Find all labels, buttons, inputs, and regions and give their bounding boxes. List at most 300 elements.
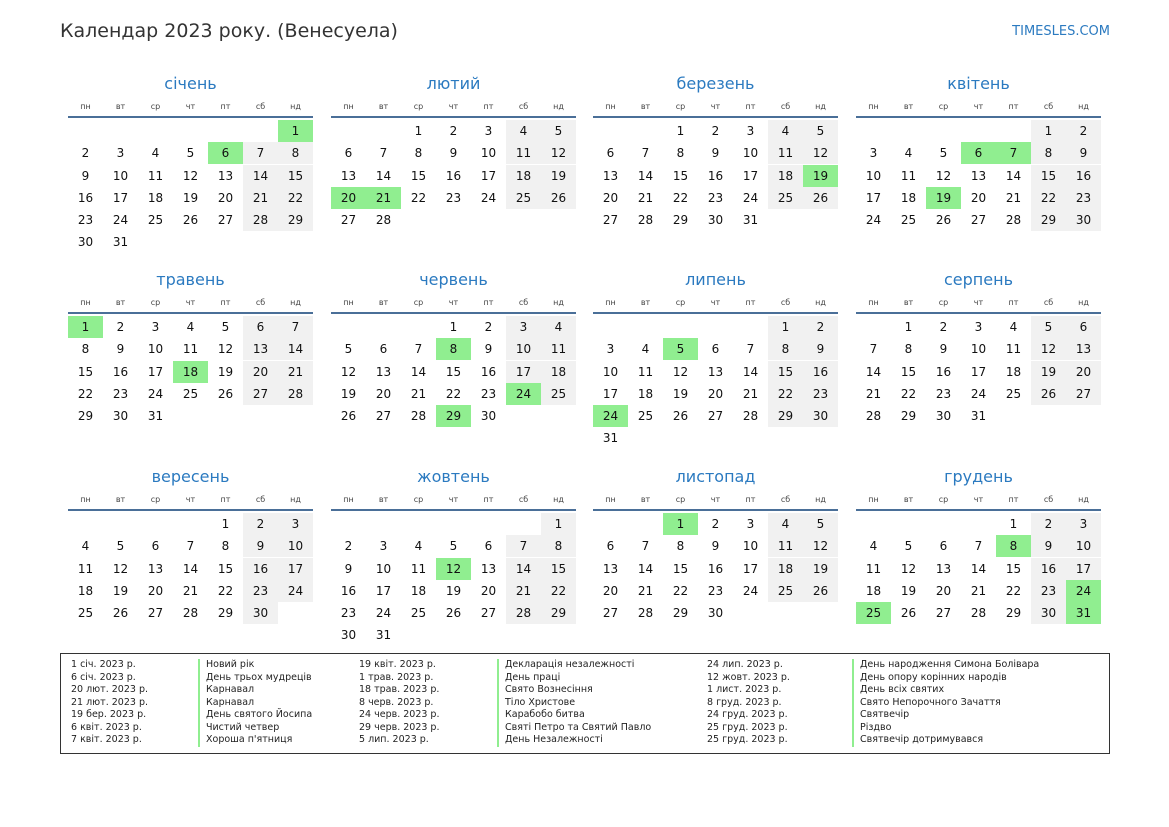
day-cell[interactable]: 3 [151,320,160,334]
day-cell[interactable]: 2 [939,320,948,334]
holiday-day-cell[interactable]: 1 [663,513,698,535]
day-cell[interactable]: 17 [147,364,164,379]
day-cell[interactable]: 5 [541,120,576,142]
day-cell[interactable]: 3 [746,517,755,531]
day-cell[interactable]: 16 [707,561,724,576]
day-cell[interactable]: 24 [147,386,164,401]
day-cell[interactable]: 25 [506,187,541,209]
day-cell[interactable]: 26 [445,606,462,621]
day-cell[interactable]: 2 [116,320,125,334]
day-cell[interactable]: 20 [1066,361,1101,383]
day-cell[interactable]: 22 [900,386,917,401]
day-cell[interactable]: 28 [637,213,654,228]
day-cell[interactable]: 14 [410,364,427,379]
day-cell[interactable]: 25 [77,606,94,621]
day-cell[interactable]: 13 [602,168,619,183]
day-cell[interactable]: 23 [340,606,357,621]
day-cell[interactable]: 16 [803,361,838,383]
day-cell[interactable]: 14 [865,364,882,379]
day-cell[interactable]: 15 [217,561,234,576]
day-cell[interactable]: 5 [1031,316,1066,338]
day-cell[interactable]: 10 [865,168,882,183]
day-cell[interactable]: 8 [414,146,423,161]
day-cell[interactable]: 20 [147,583,164,598]
day-cell[interactable]: 3 [974,320,983,334]
day-cell[interactable]: 10 [506,338,541,360]
day-cell[interactable]: 28 [506,602,541,624]
day-cell[interactable]: 2 [1031,513,1066,535]
day-cell[interactable]: 14 [506,558,541,580]
day-cell[interactable]: 21 [243,187,278,209]
day-cell[interactable]: 6 [379,342,388,357]
day-cell[interactable]: 14 [742,364,759,379]
day-cell[interactable]: 29 [900,409,917,424]
day-cell[interactable]: 7 [974,539,983,554]
day-cell[interactable]: 11 [77,561,94,576]
day-cell[interactable]: 6 [606,539,615,554]
holiday-day-cell[interactable]: 24 [506,383,541,405]
day-cell[interactable]: 23 [112,386,129,401]
day-cell[interactable]: 26 [112,606,129,621]
day-cell[interactable]: 4 [641,342,650,357]
day-cell[interactable]: 3 [746,124,755,138]
day-cell[interactable]: 7 [641,146,650,161]
day-cell[interactable]: 21 [410,386,427,401]
day-cell[interactable]: 30 [1066,209,1101,231]
day-cell[interactable]: 25 [768,580,803,602]
day-cell[interactable]: 2 [711,124,720,138]
day-cell[interactable]: 16 [112,364,129,379]
day-cell[interactable]: 11 [768,535,803,557]
day-cell[interactable]: 1 [768,316,803,338]
day-cell[interactable]: 12 [803,142,838,164]
day-cell[interactable]: 19 [445,583,462,598]
day-cell[interactable]: 19 [182,190,199,205]
day-cell[interactable]: 5 [803,513,838,535]
day-cell[interactable]: 29 [672,213,689,228]
day-cell[interactable]: 23 [243,580,278,602]
day-cell[interactable]: 4 [768,120,803,142]
day-cell[interactable]: 17 [1066,558,1101,580]
day-cell[interactable]: 31 [602,431,619,446]
day-cell[interactable]: 17 [375,583,392,598]
day-cell[interactable]: 1 [221,517,230,531]
day-cell[interactable]: 7 [746,342,755,357]
day-cell[interactable]: 18 [410,583,427,598]
day-cell[interactable]: 12 [935,168,952,183]
day-cell[interactable]: 25 [768,187,803,209]
day-cell[interactable]: 27 [340,213,357,228]
day-cell[interactable]: 29 [77,409,94,424]
day-cell[interactable]: 10 [375,561,392,576]
day-cell[interactable]: 10 [970,342,987,357]
day-cell[interactable]: 19 [672,386,689,401]
day-cell[interactable]: 20 [602,190,619,205]
day-cell[interactable]: 3 [116,146,125,161]
day-cell[interactable]: 17 [742,561,759,576]
day-cell[interactable]: 7 [379,146,388,161]
day-cell[interactable]: 9 [711,539,720,554]
day-cell[interactable]: 8 [81,342,90,357]
day-cell[interactable]: 13 [602,561,619,576]
day-cell[interactable]: 25 [410,606,427,621]
day-cell[interactable]: 22 [541,580,576,602]
day-cell[interactable]: 27 [375,409,392,424]
day-cell[interactable]: 7 [869,342,878,357]
day-cell[interactable]: 23 [707,583,724,598]
day-cell[interactable]: 26 [803,580,838,602]
day-cell[interactable]: 17 [506,361,541,383]
day-cell[interactable]: 20 [375,386,392,401]
day-cell[interactable]: 5 [803,120,838,142]
day-cell[interactable]: 9 [243,535,278,557]
day-cell[interactable]: 2 [81,146,90,161]
day-cell[interactable]: 2 [449,124,458,138]
day-cell[interactable]: 5 [904,539,913,554]
day-cell[interactable]: 10 [1066,535,1101,557]
day-cell[interactable]: 19 [541,165,576,187]
day-cell[interactable]: 24 [480,190,497,205]
day-cell[interactable]: 23 [935,386,952,401]
day-cell[interactable]: 9 [449,146,458,161]
day-cell[interactable]: 28 [637,606,654,621]
day-cell[interactable]: 14 [243,165,278,187]
day-cell[interactable]: 31 [742,213,759,228]
day-cell[interactable]: 15 [900,364,917,379]
holiday-day-cell[interactable]: 7 [996,142,1031,164]
holiday-day-cell[interactable]: 21 [366,187,401,209]
day-cell[interactable]: 6 [243,316,278,338]
day-cell[interactable]: 13 [217,168,234,183]
holiday-day-cell[interactable]: 19 [926,187,961,209]
day-cell[interactable]: 24 [865,213,882,228]
day-cell[interactable]: 31 [375,628,392,643]
day-cell[interactable]: 15 [1031,165,1066,187]
holiday-day-cell[interactable]: 24 [593,405,628,427]
day-cell[interactable]: 14 [375,168,392,183]
day-cell[interactable]: 6 [711,342,720,357]
day-cell[interactable]: 23 [1031,580,1066,602]
day-cell[interactable]: 7 [186,539,195,554]
day-cell[interactable]: 3 [1066,513,1101,535]
day-cell[interactable]: 18 [865,583,882,598]
day-cell[interactable]: 20 [707,386,724,401]
day-cell[interactable]: 16 [243,558,278,580]
day-cell[interactable]: 27 [1066,383,1101,405]
day-cell[interactable]: 10 [602,364,619,379]
day-cell[interactable]: 31 [112,235,129,250]
day-cell[interactable]: 8 [768,338,803,360]
day-cell[interactable]: 18 [77,583,94,598]
day-cell[interactable]: 7 [641,539,650,554]
day-cell[interactable]: 2 [711,517,720,531]
day-cell[interactable]: 12 [541,142,576,164]
holiday-day-cell[interactable]: 24 [1066,580,1101,602]
day-cell[interactable]: 17 [602,386,619,401]
day-cell[interactable]: 11 [637,364,654,379]
day-cell[interactable]: 23 [480,386,497,401]
day-cell[interactable]: 3 [506,316,541,338]
holiday-day-cell[interactable]: 5 [663,338,698,360]
day-cell[interactable]: 24 [742,190,759,205]
holiday-day-cell[interactable]: 29 [436,405,471,427]
day-cell[interactable]: 27 [147,606,164,621]
holiday-day-cell[interactable]: 6 [208,142,243,164]
day-cell[interactable]: 5 [344,342,353,357]
holiday-day-cell[interactable]: 8 [436,338,471,360]
day-cell[interactable]: 21 [865,386,882,401]
day-cell[interactable]: 6 [1066,316,1101,338]
holiday-day-cell[interactable]: 8 [996,535,1031,557]
day-cell[interactable]: 8 [221,539,230,554]
day-cell[interactable]: 21 [182,583,199,598]
day-cell[interactable]: 21 [278,361,313,383]
day-cell[interactable]: 13 [147,561,164,576]
day-cell[interactable]: 17 [742,168,759,183]
day-cell[interactable]: 25 [900,213,917,228]
day-cell[interactable]: 2 [484,320,493,334]
day-cell[interactable]: 19 [1031,361,1066,383]
day-cell[interactable]: 13 [970,168,987,183]
day-cell[interactable]: 10 [742,146,759,161]
day-cell[interactable]: 22 [1031,187,1066,209]
day-cell[interactable]: 11 [865,561,882,576]
day-cell[interactable]: 31 [147,409,164,424]
day-cell[interactable]: 24 [970,386,987,401]
day-cell[interactable]: 28 [278,383,313,405]
day-cell[interactable]: 22 [77,386,94,401]
day-cell[interactable]: 10 [480,146,497,161]
day-cell[interactable]: 13 [935,561,952,576]
day-cell[interactable]: 9 [116,342,125,357]
day-cell[interactable]: 4 [81,539,90,554]
day-cell[interactable]: 21 [1005,190,1022,205]
day-cell[interactable]: 21 [637,583,654,598]
day-cell[interactable]: 8 [278,142,313,164]
day-cell[interactable]: 7 [506,535,541,557]
day-cell[interactable]: 6 [484,539,493,554]
day-cell[interactable]: 4 [869,539,878,554]
day-cell[interactable]: 20 [602,583,619,598]
day-cell[interactable]: 29 [1031,209,1066,231]
day-cell[interactable]: 1 [1009,517,1018,531]
day-cell[interactable]: 2 [243,513,278,535]
day-cell[interactable]: 13 [707,364,724,379]
day-cell[interactable]: 8 [1031,142,1066,164]
day-cell[interactable]: 16 [707,168,724,183]
day-cell[interactable]: 28 [742,409,759,424]
day-cell[interactable]: 27 [935,606,952,621]
day-cell[interactable]: 11 [541,338,576,360]
day-cell[interactable]: 25 [147,213,164,228]
day-cell[interactable]: 28 [243,209,278,231]
holiday-day-cell[interactable]: 20 [331,187,366,209]
day-cell[interactable]: 14 [970,561,987,576]
day-cell[interactable]: 22 [410,190,427,205]
day-cell[interactable]: 8 [541,535,576,557]
day-cell[interactable]: 4 [186,320,195,334]
day-cell[interactable]: 1 [449,320,458,334]
day-cell[interactable]: 26 [803,187,838,209]
day-cell[interactable]: 26 [541,187,576,209]
day-cell[interactable]: 15 [1005,561,1022,576]
day-cell[interactable]: 19 [340,386,357,401]
day-cell[interactable]: 12 [1031,338,1066,360]
day-cell[interactable]: 25 [1005,386,1022,401]
holiday-day-cell[interactable]: 31 [1066,602,1101,624]
day-cell[interactable]: 30 [1031,602,1066,624]
day-cell[interactable]: 18 [147,190,164,205]
day-cell[interactable]: 7 [414,342,423,357]
day-cell[interactable]: 20 [217,190,234,205]
day-cell[interactable]: 5 [939,146,948,161]
day-cell[interactable]: 18 [768,165,803,187]
day-cell[interactable]: 27 [970,213,987,228]
day-cell[interactable]: 4 [506,120,541,142]
day-cell[interactable]: 13 [243,338,278,360]
day-cell[interactable]: 18 [1005,364,1022,379]
day-cell[interactable]: 26 [1031,383,1066,405]
day-cell[interactable]: 22 [445,386,462,401]
day-cell[interactable]: 8 [676,146,685,161]
day-cell[interactable]: 3 [869,146,878,161]
day-cell[interactable]: 20 [243,361,278,383]
day-cell[interactable]: 12 [112,561,129,576]
day-cell[interactable]: 18 [768,558,803,580]
day-cell[interactable]: 16 [445,168,462,183]
day-cell[interactable]: 1 [541,513,576,535]
day-cell[interactable]: 6 [606,146,615,161]
day-cell[interactable]: 9 [939,342,948,357]
day-cell[interactable]: 28 [375,213,392,228]
day-cell[interactable]: 5 [186,146,195,161]
day-cell[interactable]: 29 [541,602,576,624]
day-cell[interactable]: 9 [1066,142,1101,164]
day-cell[interactable]: 17 [480,168,497,183]
day-cell[interactable]: 1 [1031,120,1066,142]
day-cell[interactable]: 4 [414,539,423,554]
day-cell[interactable]: 20 [935,583,952,598]
day-cell[interactable]: 2 [1066,120,1101,142]
day-cell[interactable]: 11 [1005,342,1022,357]
day-cell[interactable]: 18 [541,361,576,383]
day-cell[interactable]: 17 [278,558,313,580]
day-cell[interactable]: 21 [970,583,987,598]
day-cell[interactable]: 7 [243,142,278,164]
day-cell[interactable]: 16 [1031,558,1066,580]
day-cell[interactable]: 30 [707,213,724,228]
holiday-day-cell[interactable]: 1 [68,316,103,338]
day-cell[interactable]: 12 [217,342,234,357]
day-cell[interactable]: 23 [77,213,94,228]
day-cell[interactable]: 27 [217,213,234,228]
day-cell[interactable]: 27 [707,409,724,424]
day-cell[interactable]: 1 [904,320,913,334]
day-cell[interactable]: 4 [1009,320,1018,334]
day-cell[interactable]: 11 [768,142,803,164]
day-cell[interactable]: 24 [112,213,129,228]
day-cell[interactable]: 23 [707,190,724,205]
day-cell[interactable]: 16 [340,583,357,598]
day-cell[interactable]: 26 [340,409,357,424]
day-cell[interactable]: 28 [865,409,882,424]
day-cell[interactable]: 14 [182,561,199,576]
site-link[interactable]: TIMESLES.COM [1012,24,1110,39]
day-cell[interactable]: 22 [217,583,234,598]
day-cell[interactable]: 26 [672,409,689,424]
day-cell[interactable]: 24 [375,606,392,621]
day-cell[interactable]: 19 [217,364,234,379]
day-cell[interactable]: 17 [865,190,882,205]
day-cell[interactable]: 12 [182,168,199,183]
day-cell[interactable]: 21 [742,386,759,401]
day-cell[interactable]: 29 [768,405,803,427]
day-cell[interactable]: 30 [707,606,724,621]
day-cell[interactable]: 23 [803,383,838,405]
day-cell[interactable]: 14 [637,168,654,183]
holiday-day-cell[interactable]: 6 [961,142,996,164]
day-cell[interactable]: 28 [182,606,199,621]
day-cell[interactable]: 22 [672,583,689,598]
day-cell[interactable]: 19 [803,558,838,580]
day-cell[interactable]: 8 [904,342,913,357]
day-cell[interactable]: 9 [711,146,720,161]
day-cell[interactable]: 27 [602,213,619,228]
day-cell[interactable]: 15 [672,168,689,183]
day-cell[interactable]: 30 [77,235,94,250]
day-cell[interactable]: 15 [77,364,94,379]
day-cell[interactable]: 2 [344,539,353,554]
day-cell[interactable]: 15 [410,168,427,183]
day-cell[interactable]: 9 [484,342,493,357]
day-cell[interactable]: 27 [480,606,497,621]
day-cell[interactable]: 26 [900,606,917,621]
day-cell[interactable]: 13 [480,561,497,576]
day-cell[interactable]: 8 [676,539,685,554]
day-cell[interactable]: 5 [449,539,458,554]
day-cell[interactable]: 16 [480,364,497,379]
day-cell[interactable]: 7 [278,316,313,338]
day-cell[interactable]: 11 [410,561,427,576]
day-cell[interactable]: 4 [768,513,803,535]
day-cell[interactable]: 12 [672,364,689,379]
day-cell[interactable]: 30 [243,602,278,624]
day-cell[interactable]: 12 [900,561,917,576]
day-cell[interactable]: 9 [803,338,838,360]
day-cell[interactable]: 16 [77,190,94,205]
day-cell[interactable]: 29 [217,606,234,621]
day-cell[interactable]: 25 [637,409,654,424]
day-cell[interactable]: 15 [278,165,313,187]
day-cell[interactable]: 19 [900,583,917,598]
day-cell[interactable]: 3 [606,342,615,357]
day-cell[interactable]: 23 [1066,187,1101,209]
day-cell[interactable]: 9 [81,168,90,183]
day-cell[interactable]: 15 [672,561,689,576]
day-cell[interactable]: 22 [1005,583,1022,598]
holiday-day-cell[interactable]: 12 [436,558,471,580]
day-cell[interactable]: 31 [970,409,987,424]
day-cell[interactable]: 30 [340,628,357,643]
day-cell[interactable]: 11 [506,142,541,164]
day-cell[interactable]: 19 [112,583,129,598]
day-cell[interactable]: 4 [541,316,576,338]
day-cell[interactable]: 15 [541,558,576,580]
day-cell[interactable]: 18 [900,190,917,205]
day-cell[interactable]: 4 [151,146,160,161]
day-cell[interactable]: 5 [221,320,230,334]
day-cell[interactable]: 29 [278,209,313,231]
